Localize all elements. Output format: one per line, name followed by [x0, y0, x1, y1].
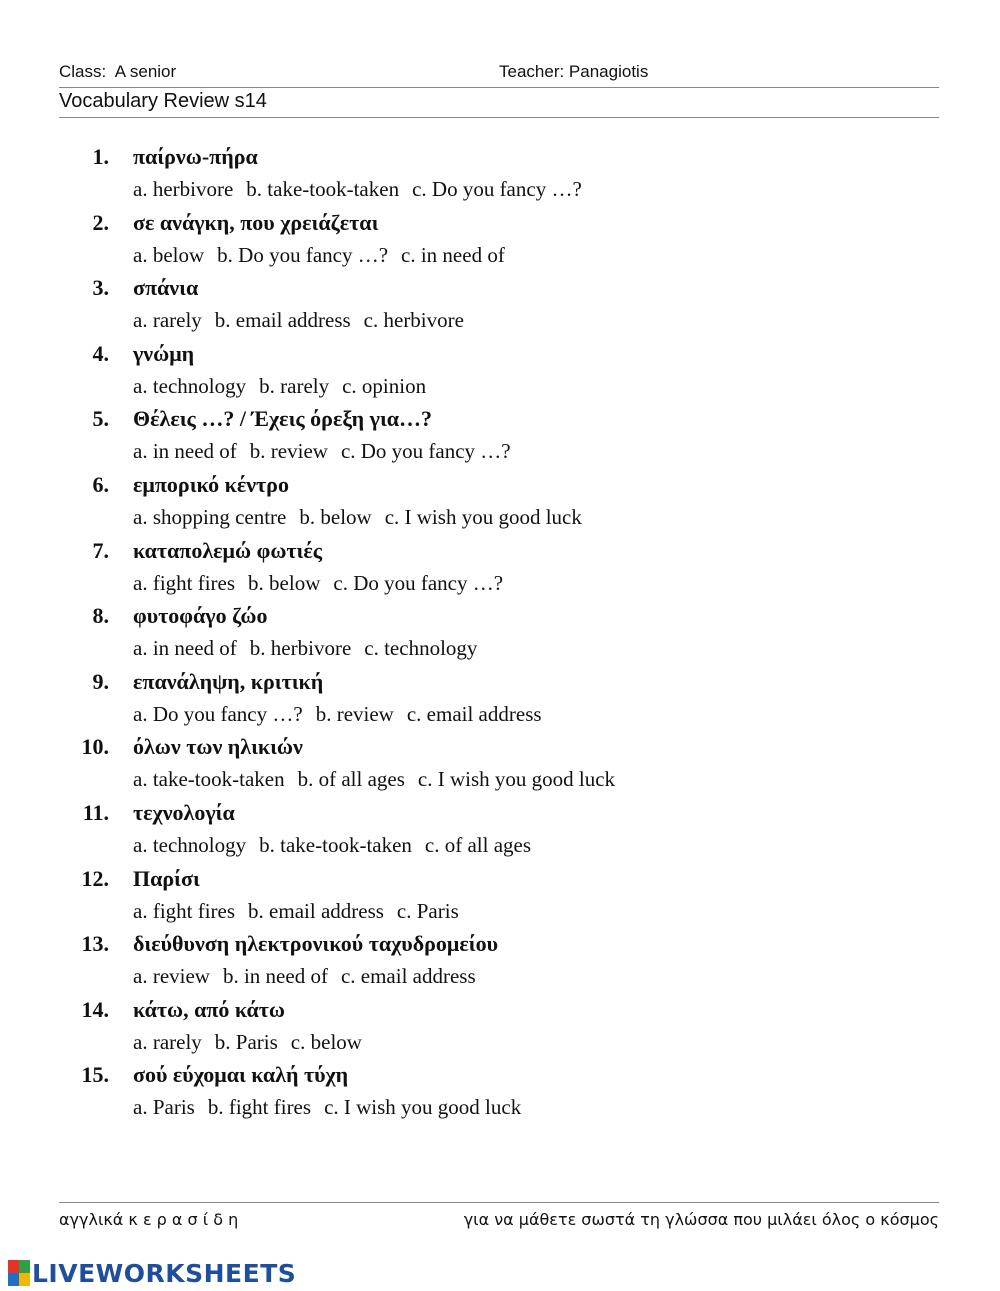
question-item	[0, 1062, 1000, 1128]
answer-options	[133, 177, 595, 202]
question-term: διεύθυνση ηλεκτρονικού ταχυδρομείου	[133, 931, 499, 957]
footer-divider	[59, 1202, 939, 1203]
answer-option[interactable]: c. email address	[340, 964, 476, 989]
title-divider	[59, 117, 939, 118]
question-term: όλων των ηλικιών	[133, 734, 303, 760]
answer-option[interactable]: c. Do you fancy …?	[412, 177, 582, 201]
answer-option[interactable]: a. in need of	[133, 636, 237, 661]
question-term: σού εύχομαι καλή τύχη	[133, 1062, 349, 1088]
answer-option[interactable]: c. in need of	[401, 242, 505, 267]
question-number: 10.	[81, 734, 109, 760]
answer-option[interactable]: c. email address	[406, 701, 542, 726]
answer-option[interactable]: c. I wish you good luck	[384, 504, 582, 529]
question-item	[0, 341, 1000, 407]
question-term: σπάνια	[133, 275, 199, 301]
answer-option[interactable]: a. fight fires	[133, 570, 236, 595]
answer-option[interactable]: c. I wish you good luck	[324, 1095, 522, 1120]
answer-options	[133, 1030, 375, 1055]
answer-option[interactable]: b. below	[299, 504, 372, 529]
question-number: 1.	[92, 144, 109, 169]
question-number: 12.	[81, 865, 109, 891]
answer-option[interactable]: a. fight fires	[133, 898, 236, 923]
liveworksheets-icon	[8, 1260, 30, 1286]
answer-option[interactable]: c. of all ages	[424, 832, 532, 857]
logo-square-2	[19, 1260, 30, 1273]
answer-option[interactable]: c. Paris	[396, 898, 459, 923]
question-term: Παρίσι	[133, 865, 200, 891]
answer-options	[133, 571, 516, 596]
question-number: 2.	[92, 209, 109, 235]
question-number: 5.	[92, 406, 109, 432]
question-item	[0, 669, 1000, 735]
question-item	[0, 538, 1000, 604]
question-number: 6.	[92, 471, 109, 497]
answer-option[interactable]: a. technology	[133, 832, 247, 857]
answer-option[interactable]: c. I wish you good luck	[417, 767, 616, 792]
answer-option[interactable]: b. below	[248, 570, 321, 595]
question-item	[0, 800, 1000, 866]
answer-option[interactable]: a. below	[133, 242, 205, 267]
footer-right-text: για να μάθετε σωστά τη γλώσσα που μιλάει όλος ο κόσμος	[463, 1210, 939, 1229]
question-term: σε ανάγκη, που χρειάζεται	[133, 209, 379, 235]
answer-option[interactable]: b. review	[249, 439, 328, 464]
question-term: τεχνολογία	[133, 799, 235, 825]
answer-option[interactable]: b. email address	[248, 898, 384, 923]
question-item	[0, 734, 1000, 800]
question-number: 8.	[92, 603, 109, 629]
answer-option[interactable]: a. shopping centre	[133, 504, 287, 529]
answer-option[interactable]: c. Do you fancy …?	[333, 570, 504, 595]
answer-options	[133, 767, 628, 792]
answer-option[interactable]: a. review	[133, 964, 210, 989]
answer-option[interactable]: c. opinion	[342, 373, 427, 398]
class-label: Class: A senior	[59, 62, 177, 81]
answer-options	[133, 833, 544, 858]
answer-options	[133, 702, 555, 727]
question-item	[0, 210, 1000, 276]
question-term: γνώμη	[133, 340, 195, 366]
answer-option[interactable]: b. rarely	[259, 373, 330, 398]
answer-option[interactable]: a. rarely	[133, 1029, 202, 1054]
answer-options	[133, 636, 490, 661]
question-item	[0, 866, 1000, 932]
answer-option[interactable]: b. herbivore	[249, 636, 352, 661]
worksheet-title: Vocabulary Review s14	[59, 90, 267, 112]
answer-options	[133, 505, 595, 530]
question-number: 4.	[92, 340, 109, 366]
question-number: 11.	[82, 799, 109, 825]
liveworksheets-wordmark: LIVEWORKSHEETS	[32, 1258, 297, 1288]
question-number: 15.	[81, 1062, 109, 1088]
answer-options	[133, 308, 477, 333]
answer-options	[133, 964, 489, 989]
answer-option[interactable]: b. of all ages	[297, 767, 405, 792]
question-item	[0, 275, 1000, 341]
answer-option[interactable]: b. take-took-taken	[246, 177, 400, 201]
answer-options	[133, 899, 472, 924]
question-number: 7.	[92, 537, 109, 563]
answer-option[interactable]: a. in need of	[133, 439, 237, 464]
answer-options	[133, 243, 518, 268]
question-item	[0, 997, 1000, 1063]
question-term: φυτοφάγο ζώο	[133, 603, 268, 629]
answer-option[interactable]: c. below	[290, 1029, 362, 1054]
question-number: 13.	[81, 931, 109, 957]
question-term: κάτω, από κάτω	[133, 996, 285, 1022]
question-item	[0, 406, 1000, 472]
question-item	[0, 603, 1000, 669]
question-list	[0, 144, 1000, 1128]
question-term: επανάληψη, κριτική	[133, 668, 324, 694]
logo-square-3	[8, 1273, 19, 1286]
header-divider	[59, 87, 939, 88]
answer-option[interactable]: b. take-took-taken	[259, 832, 412, 857]
logo-square-4	[19, 1273, 30, 1286]
answer-option[interactable]: a. technology	[133, 373, 247, 398]
question-item	[0, 472, 1000, 538]
question-term: καταπολεμώ φωτιές	[133, 537, 323, 563]
question-item	[0, 931, 1000, 997]
question-term: εμπορικό κέντρο	[133, 471, 289, 497]
answer-options	[133, 439, 524, 464]
answer-option[interactable]: b. Do you fancy …?	[217, 242, 389, 267]
answer-option[interactable]: b. in need of	[222, 964, 328, 989]
teacher-label: Teacher: Panagiotis	[499, 62, 649, 81]
answer-option[interactable]: a. Paris	[133, 1095, 195, 1120]
answer-option[interactable]: b. email address	[214, 308, 351, 333]
answer-option[interactable]: a. take-took-taken	[133, 767, 285, 792]
answer-option[interactable]: b. review	[315, 701, 394, 726]
liveworksheets-logo[interactable]	[8, 1258, 296, 1288]
footer-left-text: αγγλικά κ ε ρ α σ ί δ η	[59, 1210, 239, 1229]
answer-option[interactable]: a. herbivore	[133, 177, 234, 201]
question-number: 9.	[92, 668, 109, 694]
question-term: Θέλεις …? / Έχεις όρεξη για…?	[133, 406, 433, 432]
logo-square-1	[8, 1260, 19, 1273]
answer-options	[133, 374, 439, 399]
answer-option[interactable]: b. fight fires	[207, 1095, 312, 1120]
answer-option[interactable]: a. Do you fancy …?	[133, 701, 303, 726]
answer-option[interactable]: b. Paris	[214, 1029, 278, 1054]
question-number: 14.	[81, 996, 109, 1022]
answer-option[interactable]: a. rarely	[133, 308, 202, 333]
question-item	[0, 144, 1000, 210]
question-number: 3.	[92, 275, 109, 301]
answer-option[interactable]: c. herbivore	[363, 308, 464, 333]
question-term: παίρνω-πήρα	[133, 144, 258, 169]
answer-option[interactable]: c. technology	[364, 636, 478, 661]
answer-option[interactable]: c. Do you fancy …?	[340, 439, 511, 464]
answer-options	[133, 1095, 534, 1120]
